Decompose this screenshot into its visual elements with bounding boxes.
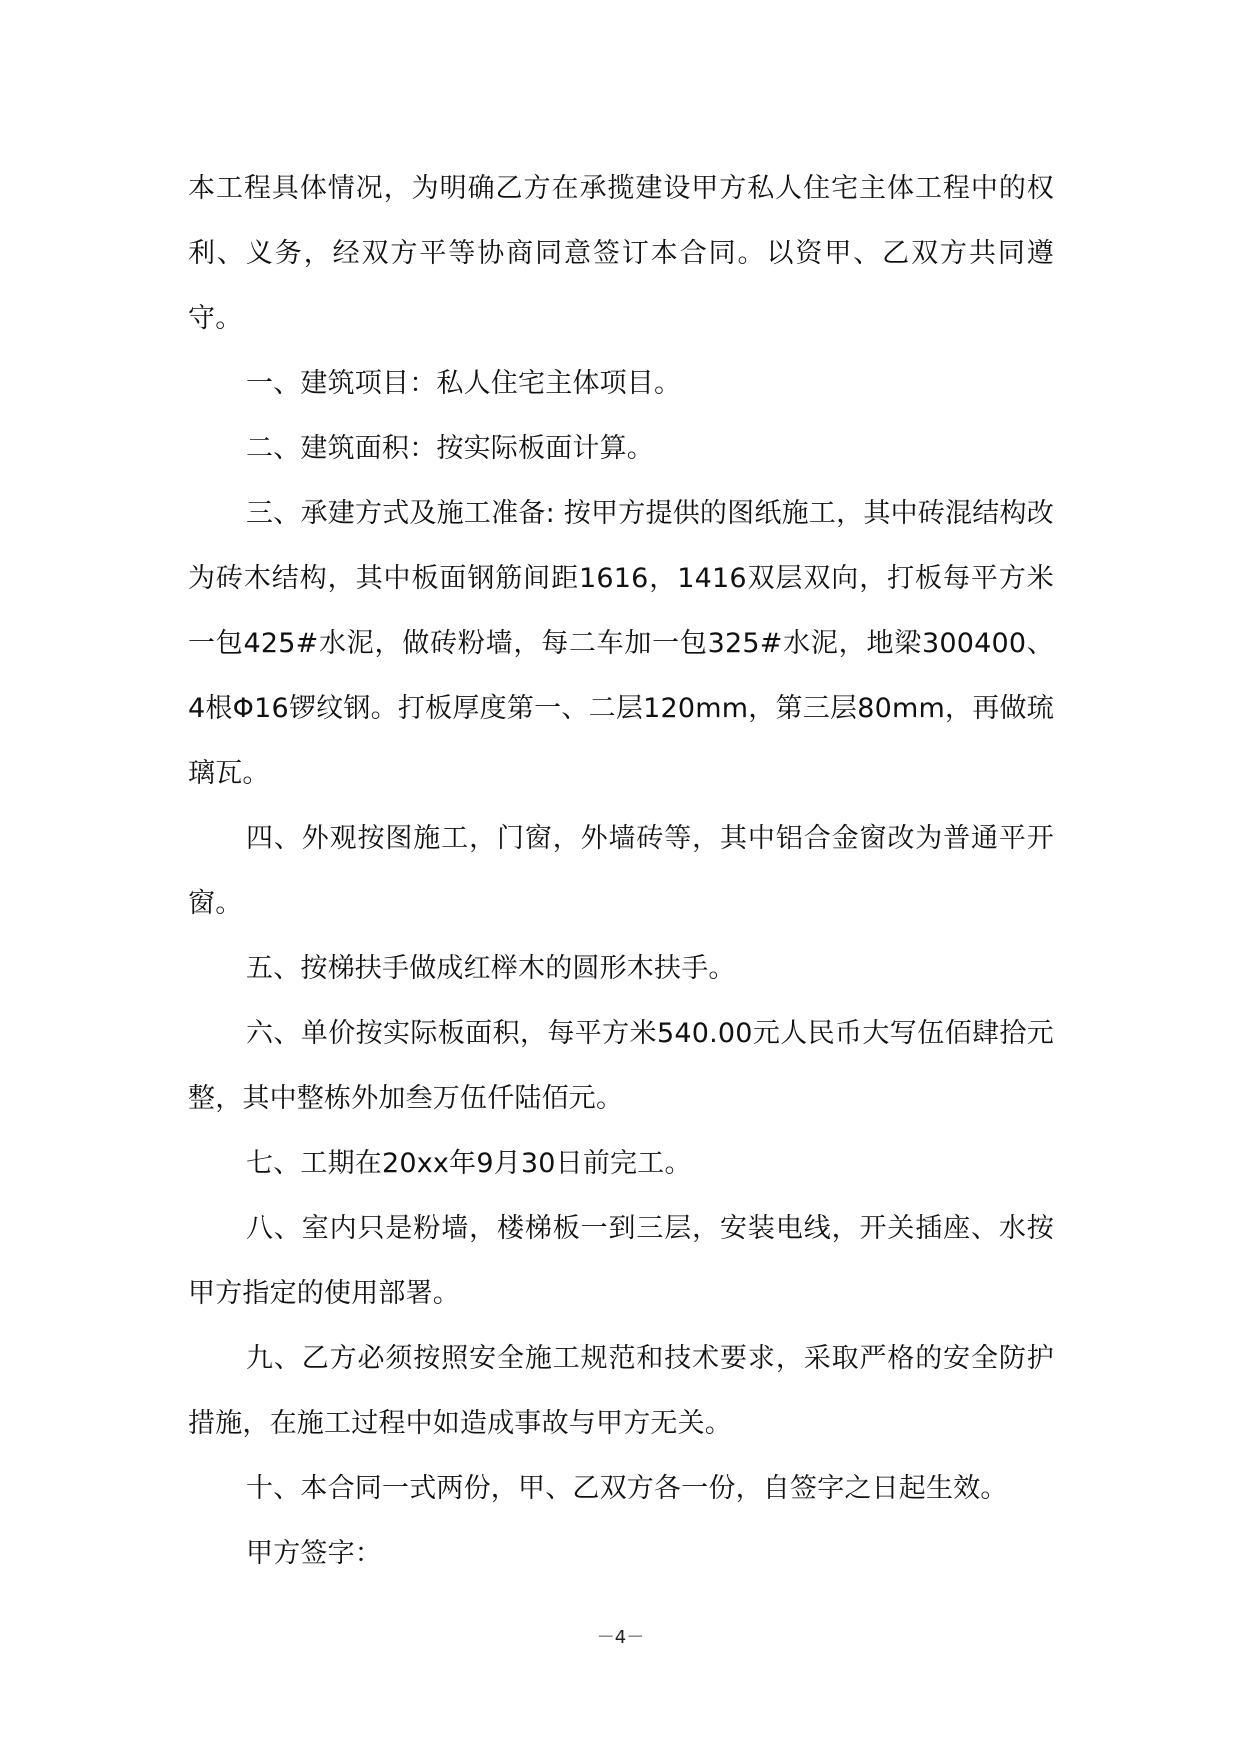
- clause-2-area: 二、建筑面积：按实际板面计算。: [246, 433, 654, 464]
- clause-6-unit-price: 六、单价按实际板面积，每平方米540.00元人民币大写伍佰肆拾元整，其中整栋外加叁万伍仟陆佰元。: [188, 1018, 1054, 1114]
- clause-7-schedule: 七、工期在20xx年9月30日前完工。: [246, 1148, 692, 1179]
- clause-3-construction-method: 三、承建方式及施工准备: 按甲方提供的图纸施工，其中砖混结构改为砖木结构，其中板面钢筋间距1616，1416双层双向，打板每平方米一包425#水泥，做砖粉墙，每二车加一包325#水泥，地梁300400、4根Φ16锣纹钢。打板厚度第一、二层120mm，第三层80mm，再做琉璃瓦。: [188, 498, 1054, 789]
- clause-9-safety: 九、乙方必须按照安全施工规范和技术要求，采取严格的安全防护措施，在施工过程中如造成事故与甲方无关。: [188, 1343, 1054, 1439]
- clause-10-copies: 十、本合同一式两份，甲、乙双方各一份，自签字之日起生效。: [246, 1473, 1008, 1504]
- clause-1-project: 一、建筑项目：私人住宅主体项目。: [246, 368, 682, 399]
- party-a-signature: 甲方签字：: [246, 1538, 382, 1569]
- clause-4-appearance: 四、外观按图施工，门窗，外墙砖等，其中铝合金窗改为普通平开窗。: [188, 823, 1054, 919]
- paragraph-intro: 本工程具体情况，为明确乙方在承揽建设甲方私人住宅主体工程中的权利、义务，经双方平等协商同意签订本合同。以资甲、乙双方共同遵守。: [188, 173, 1054, 334]
- page-number: －4－: [596, 1627, 645, 1648]
- clause-8-interior: 八、室内只是粉墙，楼梯板一到三层，安装电线，开关插座、水按甲方指定的使用部署。: [188, 1213, 1054, 1309]
- document-body: [188, 156, 1054, 1586]
- clause-5-handrail: 五、按梯扶手做成红榉木的圆形木扶手。: [246, 953, 736, 984]
